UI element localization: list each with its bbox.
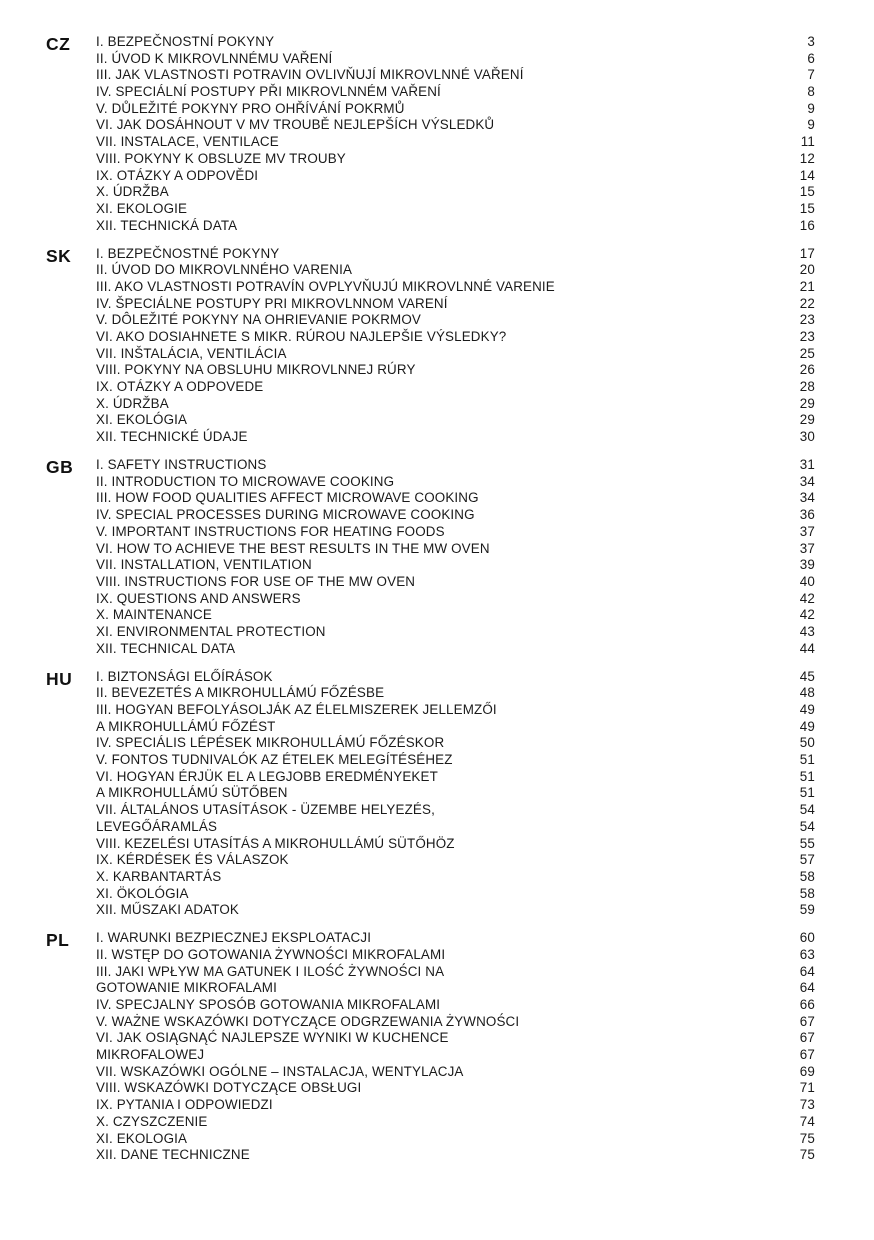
toc-entry-title: XI. EKOLOGIE [96,200,188,216]
toc-entry-title: VIII. WSKAZÓWKI DOTYCZĄCE OBSŁUGI [96,1080,362,1096]
toc-entry[interactable] [0,735,874,752]
toc-entry[interactable] [0,134,874,151]
toc-entry[interactable] [0,84,874,101]
toc-entry-page-number: 9 [807,117,815,133]
toc-entry-page-number: 54 [799,818,815,834]
toc-entry-page-number: 21 [799,278,815,294]
toc-entry-title: VIII. POKYNY K OBSLUZE MV TROUBY [96,150,346,166]
toc-entry-title: I. BEZPEČNOSTNÉ POKYNY [96,245,280,261]
toc-entry[interactable] [0,1114,874,1131]
toc-entry-title: VIII. KEZELÉSI UTASÍTÁS A MIKROHULLÁMÚ SÜTŐHÖZ [96,835,455,851]
toc-entry[interactable] [0,457,874,474]
toc-entry-title: IV. SPECIÁLIS LÉPÉSEK MIKROHULLÁMÚ FŐZÉSKOR [96,735,445,751]
toc-entry-title: IX. OTÁZKY A ODPOVĚDI [96,167,259,183]
toc-entry-title: IX. QUESTIONS AND ANSWERS [96,590,301,606]
toc-entry-title: X. KARBANTARTÁS [96,868,222,884]
toc-entry[interactable] [0,151,874,168]
toc-entry-page-number: 14 [799,167,815,183]
toc-entry[interactable] [0,997,874,1014]
toc-section-pl [0,930,874,1164]
toc-entry-title: X. MAINTENANCE [96,607,212,623]
toc-entry-page-number: 63 [799,946,815,962]
toc-entry-page-number: 43 [799,623,815,639]
toc-entry-page-number: 15 [799,200,815,216]
toc-entry-page-number: 66 [799,997,815,1012]
toc-entry-title: IV. SPECIÁLNÍ POSTUPY PŘI MIKROVLNNÉM VAŘENÍ [96,84,441,100]
toc-entry-title: V. DŮLEŽITÉ POKYNY PRO OHŘÍVÁNÍ POKRMŮ [96,100,405,116]
toc-entry-page-number: 30 [799,429,815,445]
toc-entry-page-number: 51 [799,752,815,768]
toc-entry-page-number: 34 [799,490,815,506]
toc-entry-title: V. DÔLEŽITÉ POKYNY NA OHRIEVANIE POKRMOV [96,312,421,328]
toc-entry-title: VIII. POKYNY NA OBSLUHU MIKROVLNNEJ RÚRY [96,362,416,378]
toc-entry-page-number: 22 [799,295,815,311]
toc-entry-page-number: 23 [799,312,815,328]
toc-section-sk [0,246,874,446]
toc-entry-title: III. AKO VLASTNOSTI POTRAVÍN OVPLYVŇUJÚ MIKROVLNNÉ VARENIE [96,278,555,294]
toc-entry-title: VII. INSTALLATION, VENTILATION [96,557,312,573]
toc-entry[interactable] [0,1064,874,1081]
toc-entry[interactable] [0,930,874,947]
toc-entry-page-number: 57 [799,852,815,868]
toc-entry-title: II. BEVEZETÉS A MIKROHULLÁMÚ FŐZÉSBE [96,685,385,701]
language-code: HU [46,668,73,689]
toc-entry-page-number: 42 [799,590,815,606]
toc-entry[interactable] [0,964,874,981]
toc-entry-title: XI. EKOLOGIA [96,1130,188,1146]
toc-entry[interactable] [0,296,874,313]
toc-entry[interactable] [0,279,874,296]
toc-entry-page-number: 8 [807,84,815,100]
toc-entry-page-number: 9 [807,100,815,116]
toc-entry-title: V. WAŻNE WSKAZÓWKI DOTYCZĄCE ODGRZEWANIA ŻYWNOŚCI [96,1013,520,1029]
toc-entry-title: XI. EKOLÓGIA [96,412,188,428]
toc-entry[interactable] [0,218,874,235]
toc-entry-page-number: 15 [799,184,815,200]
toc-entry[interactable] [0,886,874,903]
toc-entry-title: IX. PYTANIA I ODPOWIEDZI [96,1097,273,1113]
toc-section-hu [0,669,874,919]
toc-entry-page-number: 49 [799,702,815,718]
toc-entry[interactable] [0,1147,874,1164]
toc-entry-title: III. JAK VLASTNOSTI POTRAVIN OVLIVŇUJÍ MIKROVLNNÉ VAŘENÍ [96,67,524,83]
toc-entry-page-number: 74 [799,1113,815,1129]
toc-entry-page-number: 71 [799,1080,815,1096]
toc-entry-page-number: 11 [800,134,815,150]
toc-entry[interactable] [0,34,874,51]
toc-entry[interactable] [0,685,874,702]
toc-entry[interactable] [0,802,874,819]
toc-entry-page-number: 44 [799,640,815,656]
toc-entry-title: II. ÚVOD K MIKROVLNNÉMU VAŘENÍ [96,50,333,66]
toc-entry-title: VIII. INSTRUCTIONS FOR USE OF THE MW OVEN [96,573,416,589]
toc-entry[interactable] [0,507,874,524]
toc-entry[interactable] [0,902,874,919]
toc-entry[interactable] [0,429,874,446]
toc-entry-title: I. WARUNKI BEZPIECZNEJ EKSPLOATACJI [96,930,372,946]
toc-entry[interactable] [0,262,874,279]
toc-entry[interactable] [0,474,874,491]
toc-entry[interactable] [0,752,874,769]
toc-entry-page-number: 25 [799,345,815,361]
toc-entry-title: VI. AKO DOSIAHNETE S MIKR. RÚROU NAJLEPŠIE VÝSLEDKY? [96,328,507,344]
toc-entry-page-number: 54 [799,802,815,818]
toc-entry-page-number: 64 [799,980,815,996]
toc-entry[interactable] [0,101,874,118]
toc-entry[interactable] [0,312,874,329]
toc-entry-title: X. CZYSZCZENIE [96,1113,208,1129]
toc-entry[interactable] [0,379,874,396]
toc-entry[interactable] [0,836,874,853]
toc-entry-page-number: 29 [799,412,815,428]
toc-entry[interactable] [0,852,874,869]
toc-entry[interactable] [0,819,874,836]
toc-entry-title: VII. ÁLTALÁNOS UTASÍTÁSOK - ÜZEMBE HELYEZÉS, [96,802,435,818]
toc-entry[interactable] [0,1097,874,1114]
toc-entry-title: XI. ENVIRONMENTAL PROTECTION [96,623,326,639]
toc-entry-page-number: 75 [799,1147,815,1163]
toc-entry-page-number: 58 [799,868,815,884]
toc-entry-page-number: 12 [799,150,815,166]
toc-entry-page-number: 75 [799,1130,815,1146]
toc-entry-page-number: 29 [799,395,815,411]
toc-entry-title: XII. TECHNICKÉ ÚDAJE [96,429,248,445]
toc-entry-page-number: 34 [799,473,815,489]
toc-entry-title: III. JAKI WPŁYW MA GATUNEK I ILOŚĆ ŻYWNOŚCI NA [96,963,445,979]
toc-entry[interactable] [0,557,874,574]
toc-entry-title: XI. ÖKOLÓGIA [96,885,189,901]
language-code: GB [46,457,74,478]
toc-entry-title: A MIKROHULLÁMÚ FŐZÉST [96,718,276,734]
toc-entry-page-number: 51 [799,768,815,784]
toc-entry-page-number: 37 [799,523,815,539]
toc-entry[interactable] [0,769,874,786]
toc-entry-page-number: 59 [799,902,815,918]
toc-entry[interactable] [0,669,874,686]
toc-entry-title: VI. HOGYAN ÉRJÜK EL A LEGJOBB EREDMÉNYEKET [96,768,438,784]
toc-entry[interactable] [0,1131,874,1148]
toc-entry-title: V. FONTOS TUDNIVALÓK AZ ÉTELEK MELEGÍTÉSÉHEZ [96,752,453,768]
toc-entry-page-number: 31 [799,457,815,473]
toc-entry[interactable] [0,396,874,413]
toc-entry[interactable] [0,980,874,997]
toc-entry-title: II. ÚVOD DO MIKROVLNNÉHO VARENIA [96,262,353,278]
toc-entry-page-number: 67 [799,1030,815,1046]
toc-entry-title: III. HOGYAN BEFOLYÁSOLJÁK AZ ÉLELMISZEREK JELLEMZŐI [96,702,497,718]
toc-entry[interactable] [0,1030,874,1047]
toc-entry-page-number: 36 [799,507,815,523]
toc-entry-page-number: 49 [799,718,815,734]
toc-entry[interactable] [0,362,874,379]
toc-entry[interactable] [0,785,874,802]
toc-entry-title: I. BEZPEČNOSTNÍ POKYNY [96,34,275,49]
toc-entry-page-number: 73 [799,1097,815,1113]
toc-entry[interactable] [0,51,874,68]
toc-entry[interactable] [0,541,874,558]
toc-entry[interactable] [0,346,874,363]
toc-entry-title: VI. JAK OSIĄGNĄĆ NAJLEPSZE WYNIKI W KUCHENCE [96,1030,449,1046]
toc-entry-title: II. INTRODUCTION TO MICROWAVE COOKING [96,473,395,489]
toc-section-cz [0,34,874,234]
toc-entry-title: V. IMPORTANT INSTRUCTIONS FOR HEATING FOODS [96,523,445,539]
toc-entry[interactable] [0,702,874,719]
toc-entry-title: XII. TECHNICAL DATA [96,640,236,656]
toc-entry[interactable] [0,168,874,185]
toc-entry-page-number: 3 [807,34,815,49]
toc-entry-title: XII. DANE TECHNICZNE [96,1147,250,1163]
toc-entry-page-number: 40 [799,573,815,589]
toc-entry-page-number: 17 [799,245,815,261]
toc-entry-title: VI. HOW TO ACHIEVE THE BEST RESULTS IN THE MW OVEN [96,540,490,556]
toc-entry-title: IV. SPECIAL PROCESSES DURING MICROWAVE COOKING [96,507,475,523]
toc-entry-page-number: 48 [799,685,815,701]
toc-entry-title: III. HOW FOOD QUALITIES AFFECT MICROWAVE COOKING [96,490,479,506]
toc-entry-page-number: 60 [799,930,815,946]
toc-entry-title: GOTOWANIE MIKROFALAMI [96,980,277,996]
toc-entry[interactable] [0,947,874,964]
toc-entry[interactable] [0,490,874,507]
toc-entry-page-number: 67 [799,1047,815,1063]
toc-entry-title: XII. TECHNICKÁ DATA [96,217,238,233]
toc-entry-page-number: 16 [799,217,815,233]
toc-entry-title: VI. JAK DOSÁHNOUT V MV TROUBĚ NEJLEPŠÍCH VÝSLEDKŮ [96,117,495,133]
language-code: SK [46,245,72,266]
toc-entry[interactable] [0,1047,874,1064]
toc-entry-page-number: 45 [799,668,815,684]
language-code: CZ [46,34,71,54]
toc-entry[interactable] [0,67,874,84]
toc-entry-title: VII. INSTALACE, VENTILACE [96,134,279,150]
toc-entry-page-number: 7 [807,67,815,83]
toc-entry-page-number: 37 [799,540,815,556]
toc-entry-page-number: 28 [799,379,815,395]
toc-entry-page-number: 23 [799,328,815,344]
toc-entry-page-number: 42 [799,607,815,623]
toc-entry-title: XII. MŰSZAKI ADATOK [96,902,239,918]
toc-entry-title: MIKROFALOWEJ [96,1047,205,1063]
toc-entry[interactable] [0,607,874,624]
toc-entry[interactable] [0,184,874,201]
toc-entry-page-number: 69 [799,1063,815,1079]
toc-section-gb [0,457,874,657]
toc-entry-title: VII. WSKAZÓWKI OGÓLNE – INSTALACJA, WENTYLACJA [96,1063,464,1079]
toc-entry-page-number: 58 [799,885,815,901]
table-of-contents [0,34,874,1175]
toc-entry-title: IX. KÉRDÉSEK ÉS VÁLASZOK [96,852,289,868]
toc-entry-page-number: 50 [799,735,815,751]
toc-entry-title: X. ÚDRŽBA [96,184,169,200]
toc-entry-page-number: 39 [799,557,815,573]
toc-entry[interactable] [0,624,874,641]
toc-entry-page-number: 6 [807,50,815,66]
toc-entry[interactable] [0,201,874,218]
toc-entry-title: IV. ŠPECIÁLNE POSTUPY PRI MIKROVLNNOM VARENÍ [96,295,448,311]
toc-entry[interactable] [0,1080,874,1097]
toc-entry-page-number: 55 [799,835,815,851]
toc-entry-title: IV. SPECJALNY SPOSÓB GOTOWANIA MIKROFALAMI [96,997,441,1012]
toc-entry[interactable] [0,591,874,608]
toc-entry[interactable] [0,329,874,346]
toc-entry-page-number: 64 [799,963,815,979]
toc-entry-title: I. BIZTONSÁGI ELŐÍRÁSOK [96,668,273,684]
toc-entry-title: VII. INŠTALÁCIA, VENTILÁCIA [96,345,287,361]
toc-entry-page-number: 67 [799,1013,815,1029]
toc-entry-title: A MIKROHULLÁMÚ SÜTŐBEN [96,785,288,801]
toc-entry-title: IX. OTÁZKY A ODPOVEDE [96,379,264,395]
toc-entry[interactable] [0,869,874,886]
toc-entry[interactable] [0,1014,874,1031]
toc-entry-page-number: 51 [799,785,815,801]
toc-entry-title: X. ÚDRŽBA [96,395,169,411]
toc-entry[interactable] [0,641,874,658]
toc-entry[interactable] [0,524,874,541]
toc-entry-page-number: 26 [799,362,815,378]
toc-entry-title: II. WSTĘP DO GOTOWANIA ŻYWNOŚCI MIKROFALAMI [96,946,446,962]
language-code: PL [46,930,70,951]
toc-entry[interactable] [0,719,874,736]
toc-entry[interactable] [0,117,874,134]
toc-entry-page-number: 20 [799,262,815,278]
toc-entry-title: I. SAFETY INSTRUCTIONS [96,457,267,473]
toc-entry-title: LEVEGŐÁRAMLÁS [96,818,218,834]
toc-entry[interactable] [0,246,874,263]
toc-entry[interactable] [0,412,874,429]
toc-entry[interactable] [0,574,874,591]
